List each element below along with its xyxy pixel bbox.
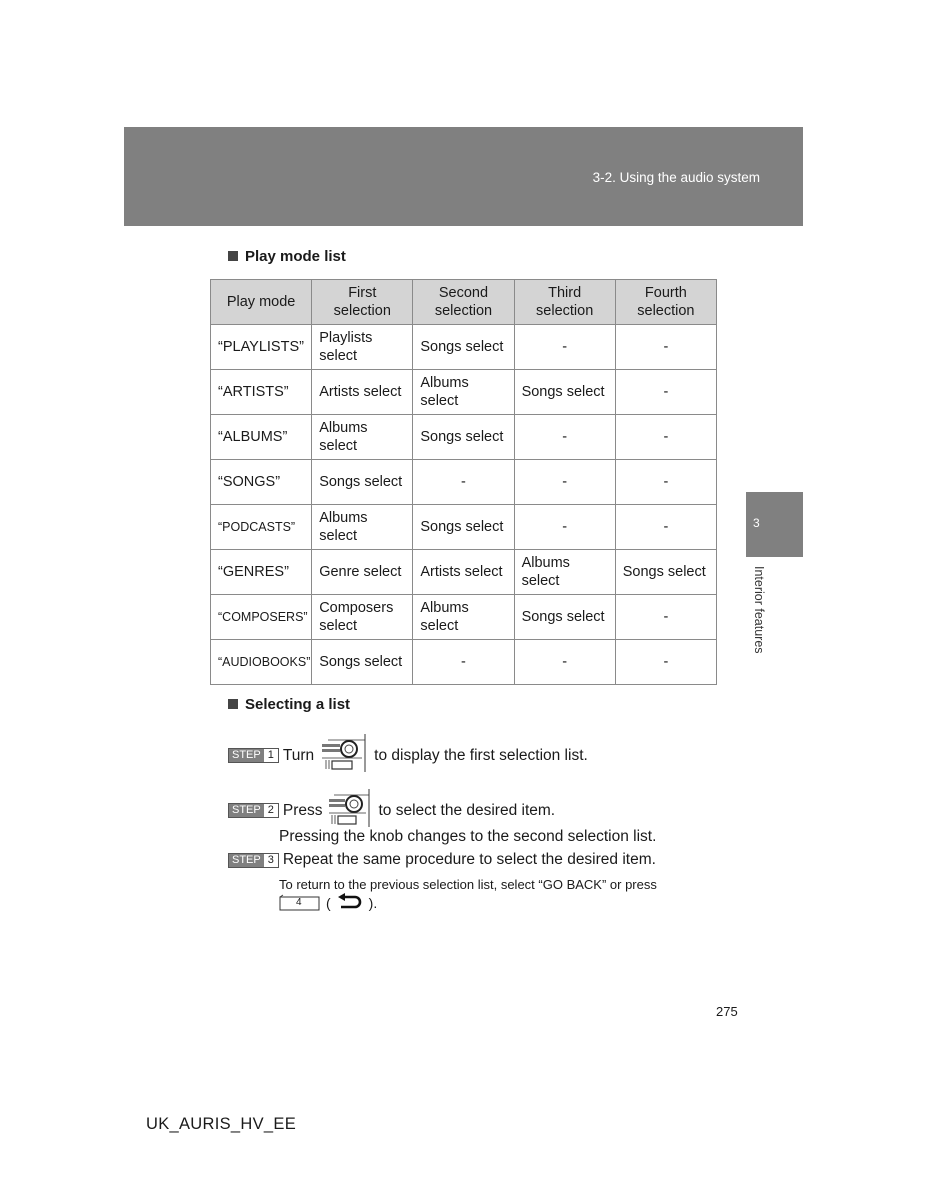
table-cell: Artists select xyxy=(312,370,413,415)
table-cell: - xyxy=(413,640,514,685)
table-cell: - xyxy=(514,325,615,370)
table-cell: - xyxy=(615,370,716,415)
table-cell: Songs select xyxy=(615,550,716,595)
table-cell: Playlists select xyxy=(312,325,413,370)
step-2-text: to select the desired item. xyxy=(378,801,556,819)
column-header: Play mode xyxy=(211,280,312,325)
table-row xyxy=(211,325,717,370)
chapter-label: Interior features xyxy=(752,566,766,654)
table-cell: - xyxy=(413,460,514,505)
go-back-note: To return to the previous selection list, select “GO BACK” or press xyxy=(279,877,657,892)
table-row xyxy=(211,415,717,460)
paren-open: ( xyxy=(326,894,331,911)
table-cell: - xyxy=(615,415,716,460)
column-header: First selection xyxy=(312,280,413,325)
header-band xyxy=(124,127,803,226)
table-cell: “AUDIOBOOKS” xyxy=(211,640,312,685)
table-cell: - xyxy=(615,640,716,685)
table-row xyxy=(211,640,717,685)
step-1 xyxy=(228,733,588,778)
step-2 xyxy=(228,788,555,833)
step-2-verb: Press xyxy=(282,801,323,819)
table-cell: Albums select xyxy=(413,595,514,640)
table-cell: Albums select xyxy=(413,370,514,415)
table-header-row xyxy=(211,280,717,325)
section-title: 3-2. Using the audio system xyxy=(592,170,760,185)
chapter-tab xyxy=(746,492,803,557)
table-row xyxy=(211,595,717,640)
step-3-text: Repeat the same procedure to select the desired item. xyxy=(282,851,656,868)
table-cell: “ALBUMS” xyxy=(211,415,312,460)
step-3 xyxy=(228,851,656,869)
table-cell: Songs select xyxy=(413,505,514,550)
table-cell: Artists select xyxy=(413,550,514,595)
step-2-note: Pressing the knob changes to the second selection list. xyxy=(279,828,657,845)
table-cell: - xyxy=(514,640,615,685)
table-cell: - xyxy=(514,460,615,505)
bullet-square-icon xyxy=(228,251,238,261)
document-code: UK_AURIS_HV_EE xyxy=(146,1115,297,1133)
table-cell: “PODCASTS” xyxy=(211,505,312,550)
chapter-number: 3 xyxy=(753,516,760,530)
column-header: Third selection xyxy=(514,280,615,325)
step-badge: STEP 3 xyxy=(228,853,279,868)
table-cell: Songs select xyxy=(413,325,514,370)
paren-close: ). xyxy=(368,894,378,911)
preset-key-number: 4 xyxy=(296,897,302,908)
table-cell: “ARTISTS” xyxy=(211,370,312,415)
table-cell: - xyxy=(615,595,716,640)
step-badge: STEP 1 xyxy=(228,748,279,763)
table-cell: - xyxy=(514,505,615,550)
table-cell: - xyxy=(615,325,716,370)
play-mode-table xyxy=(210,279,717,685)
table-cell: - xyxy=(514,415,615,460)
table-row xyxy=(211,505,717,550)
table-cell: - xyxy=(615,505,716,550)
table-cell: Genre select xyxy=(312,550,413,595)
selecting-list-heading: Selecting a list xyxy=(228,696,350,713)
step-badge: STEP 2 xyxy=(228,803,279,818)
step-1-text: to display the first selection list. xyxy=(374,746,588,764)
table-cell: Songs select xyxy=(413,415,514,460)
play-mode-heading: Play mode list xyxy=(228,248,346,265)
step-1-verb: Turn xyxy=(282,746,315,764)
column-header: Fourth selection xyxy=(615,280,716,325)
table-cell: Albums select xyxy=(312,505,413,550)
table-cell: - xyxy=(615,460,716,505)
table-cell: Albums select xyxy=(312,415,413,460)
table-cell: Composers select xyxy=(312,595,413,640)
table-cell: “COMPOSERS” xyxy=(211,595,312,640)
table-cell: Albums select xyxy=(514,550,615,595)
table-cell: “GENRES” xyxy=(211,550,312,595)
table-cell: Songs select xyxy=(514,370,615,415)
table-cell: Songs select xyxy=(312,460,413,505)
column-header: Second selection xyxy=(413,280,514,325)
table-cell: Songs select xyxy=(514,595,615,640)
page-number: 275 xyxy=(716,1004,738,1019)
back-arrow-icon xyxy=(337,893,363,912)
table-row xyxy=(211,550,717,595)
table-cell: “PLAYLISTS” xyxy=(211,325,312,370)
go-back-key-line xyxy=(279,893,377,912)
table-row xyxy=(211,370,717,415)
table-row xyxy=(211,460,717,505)
tune-select-knob-icon xyxy=(320,733,368,778)
bullet-square-icon xyxy=(228,699,238,709)
tune-select-knob-icon xyxy=(328,788,372,833)
preset-key-icon xyxy=(279,894,321,911)
table-cell: Songs select xyxy=(312,640,413,685)
table-cell: “SONGS” xyxy=(211,460,312,505)
